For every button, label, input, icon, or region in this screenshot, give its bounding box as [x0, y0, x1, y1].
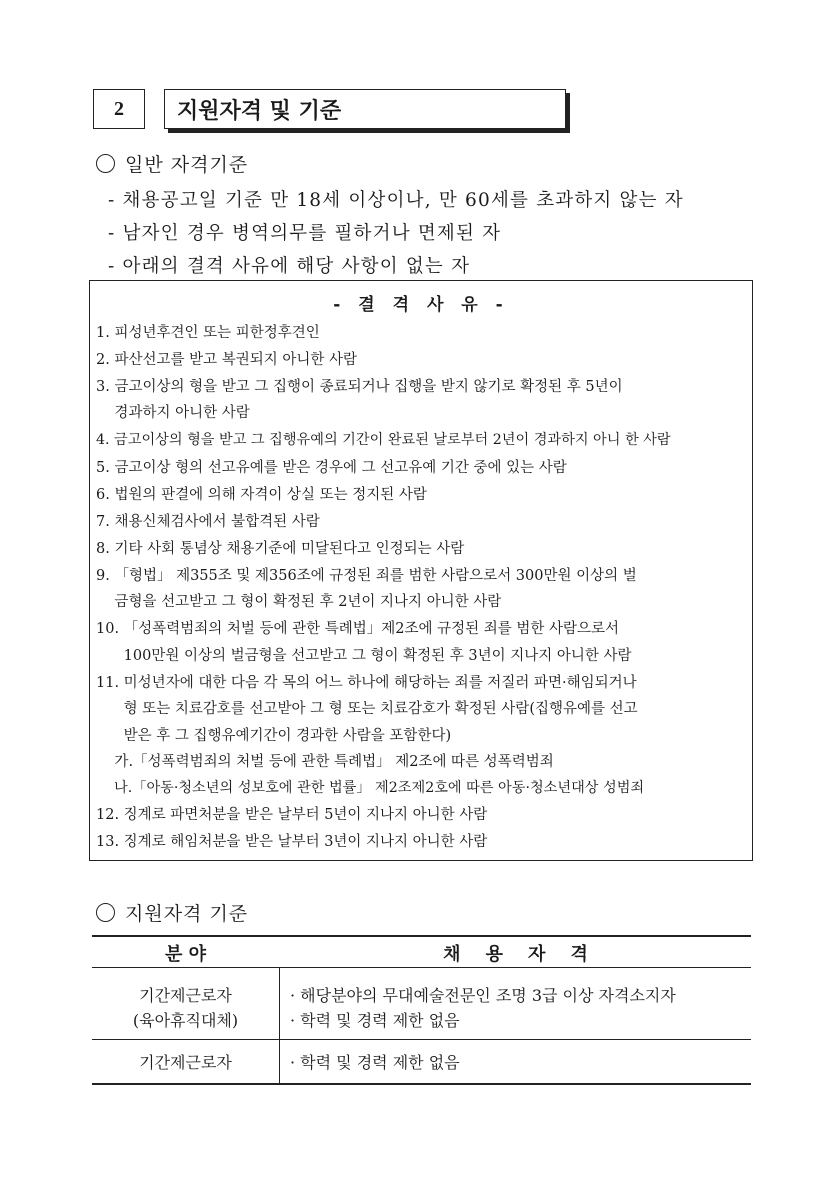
disqualify-line: 받은 후 그 집행유예기간이 경과한 사람을 포함한다) [96, 728, 452, 744]
table-header-border [92, 967, 751, 968]
section-number: 2 [93, 89, 145, 129]
qualification-heading [96, 899, 248, 926]
general-heading [96, 150, 248, 177]
disqualify-line: 100만원 이상의 벌금형을 선고받고 그 형이 확정된 후 3년이 지나지 아니한 사람 [96, 648, 632, 664]
table-top-border [92, 935, 751, 937]
disqualify-line: 2. 파산선고를 받고 복권되지 아니한 사람 [96, 352, 357, 368]
general-item-3: - 아래의 결격 사유에 해당 사항이 없는 자 [108, 256, 471, 277]
section-title-text: 지원자격 및 기준 [177, 98, 342, 124]
table-cell-requirement: · 학력 및 경력 제한 없음 [290, 1011, 460, 1030]
disqualify-line: 9. 「형법」 제355조 및 제356조에 규정된 죄를 범한 사람으로서 300만원 이상의 벌 [96, 568, 637, 584]
disqualify-line: 금형을 선고받고 그 형이 확정된 후 2년이 지나지 아니한 사람 [96, 594, 502, 610]
disqualify-line: 경과하지 아니한 사람 [96, 405, 250, 421]
disqualify-line: 1. 피성년후견인 또는 피한정후견인 [96, 325, 320, 341]
disqualify-line: 6. 법원의 판결에 의해 자격이 상실 또는 정지된 사람 [96, 487, 427, 503]
table-cell-field: 기간제근로자 [139, 986, 232, 1005]
disqualify-line: 4. 금고이상의 형을 받고 그 집행유예의 기간이 완료된 날로부터 2년이 경과하지 아니 한 사람 [96, 432, 671, 448]
disqualify-line: 12. 징계로 파면처분을 받은 날부터 5년이 지나지 아니한 사람 [96, 807, 488, 823]
disqualify-line: 3. 금고이상의 형을 받고 그 집행이 종료되거나 집행을 받지 않기로 확정된 후 5년이 [96, 379, 623, 395]
circle-bullet-icon [96, 903, 115, 922]
table-header-requirement: 채 용 자 격 [443, 944, 588, 965]
disqualify-line: 8. 기타 사회 통념상 채용기준에 미달된다고 인정되는 사람 [96, 541, 465, 557]
disqualify-line: 10. 「성폭력범죄의 처벌 등에 관한 특례법」제2조에 규정된 죄를 범한 사람으로서 [96, 621, 619, 637]
circle-bullet-icon [96, 154, 115, 173]
disqualify-line: 가.「성폭력범죄의 처벌 등에 관한 특례법」 제2조에 따른 성폭력범죄 [96, 754, 554, 770]
table-cell-field-sub: (육아휴직대체) [132, 1011, 239, 1030]
table-header-field: 분 야 [164, 944, 207, 965]
disqualification-title: - 결 격 사 유 - [333, 295, 509, 315]
disqualify-line: 형 또는 치료감호를 선고받아 그 형 또는 치료감호가 확정된 사람(집행유예를 선고 [96, 701, 638, 717]
table-cell-requirement: · 학력 및 경력 제한 없음 [290, 1053, 460, 1072]
general-item-1: - 채용공고일 기준 만 18세 이상이나, 만 60세를 초과하지 않는 자 [108, 190, 684, 211]
general-item-2: - 남자인 경우 병역의무를 필하거나 면제된 자 [108, 223, 502, 244]
section-title [164, 89, 566, 129]
disqualify-line: 나.「아동·청소년의 성보호에 관한 법률」 제2조제2호에 따른 아동·청소년대상 성범죄 [96, 780, 645, 796]
disqualify-line: 11. 미성년자에 대한 다음 각 목의 어느 하나에 해당하는 죄를 저질러 파면·해임되거나 [96, 675, 637, 691]
table-bottom-border [92, 1083, 751, 1085]
disqualify-line: 7. 채용신체검사에서 불합격된 사람 [96, 514, 320, 530]
disqualify-line: 5. 금고이상 형의 선고유예를 받은 경우에 그 선고유예 기간 중에 있는 사람 [96, 460, 567, 476]
table-column-divider [279, 967, 280, 1083]
general-heading-text: 일반 자격기준 [125, 154, 249, 176]
table-cell-requirement: · 해당분야의 무대예술전문인 조명 3급 이상 자격소지자 [290, 986, 676, 1005]
qualification-heading-text: 지원자격 기준 [125, 903, 249, 925]
disqualify-line: 13. 징계로 해임처분을 받은 날부터 3년이 지나지 아니한 사람 [96, 834, 488, 850]
table-row-border [92, 1039, 751, 1040]
table-cell-field: 기간제근로자 [139, 1053, 232, 1072]
